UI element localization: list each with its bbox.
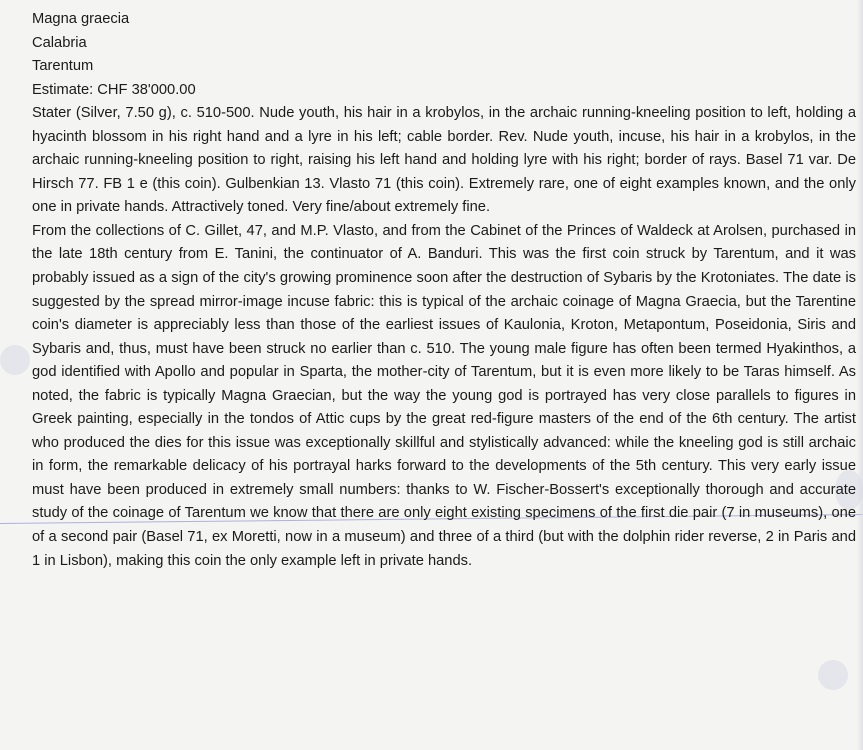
estimate-text: Estimate: CHF 38'000.00 [32, 81, 196, 98]
coin-description-paragraph: Stater (Silver, 7.50 g), c. 510-500. Nude youth, his hair in a krobylos, in the archaic running-kneeling position to left, holding a hyacinth blossom in his right hand and a lyre in his left; cable border. Rev. Nude youth, incuse, his hair in a krobylos, in the archaic running-kneeling position to right, raising his left hand and holding lyre with his right; border of rays. Basel 71 var. De Hirsch 77. FB 1 e (this coin). Gulbenkian 13. Vlasto 71 (this coin). Extremely rare, one of eight examples known, and the only one in private hands. Attractively toned. Very fine/about extremely fine. [32, 105, 856, 216]
lot-description [32, 8, 856, 573]
provenance-paragraph: From the collections of C. Gillet, 47, and M.P. Vlasto, and from the Cabinet of the Princes of Waldeck at Arolsen, purchased in the late 18th century from E. Tanini, the continuator of A. Banduri. This was the first coin struck by Tarentum, and it was probably issued as a sign of the city's growing prominence soon after the destruction of Sybaris by the Krotoniates. The date is suggested by the spread mirror-image incuse fabric: this is typical of the archaic coinage of Magna Graecia, but the Tarentine coin's diameter is appreciably less than those of the earliest issues of Kaulonia, Kroton, Metapontum, Poseidonia, Siris and Sybaris and, thus, must have been struck no earlier than c. 510. The young male figure has often been termed Hyakinthos, a god identified with Apollo and popular in Sparta, the mother-city of Tarentum, but it is even more likely to be Taras himself. As noted, the fabric is typically Magna Graecian, but the way the young god is portrayed has very close parallels to figures in Greek painting, especially in the tondos of Attic cups by the great red-figure masters of the end of the 6th century. The artist who produced the dies for this issue was exceptionally skillful and stylistically advanced: while the kneeling god is still archaic in form, the remarkable delicacy of his portrayal harks forward to the developments of the 5th century. This very early issue must have been produced in extremely small numbers: thanks to W. Fischer-Bossert's exceptionally thorough and accurate study of the coinage of Tarentum we know that there are only eight existing specimens of the first die pair (7 in museums), one of a second pair (Basel 71, ex Moretti, now in a museum) and three of a third (but with the dolphin rider reverse, 2 in Paris and 1 in Lisbon), making this coin the only example left in private hands. [32, 222, 856, 569]
scan-smudge [818, 660, 848, 690]
city-heading: Tarentum [32, 58, 94, 75]
scan-smudge [0, 345, 30, 375]
scan-edge-shadow [857, 0, 863, 750]
region-heading: Magna graecia [32, 11, 130, 27]
subregion-heading: Calabria [32, 34, 87, 51]
